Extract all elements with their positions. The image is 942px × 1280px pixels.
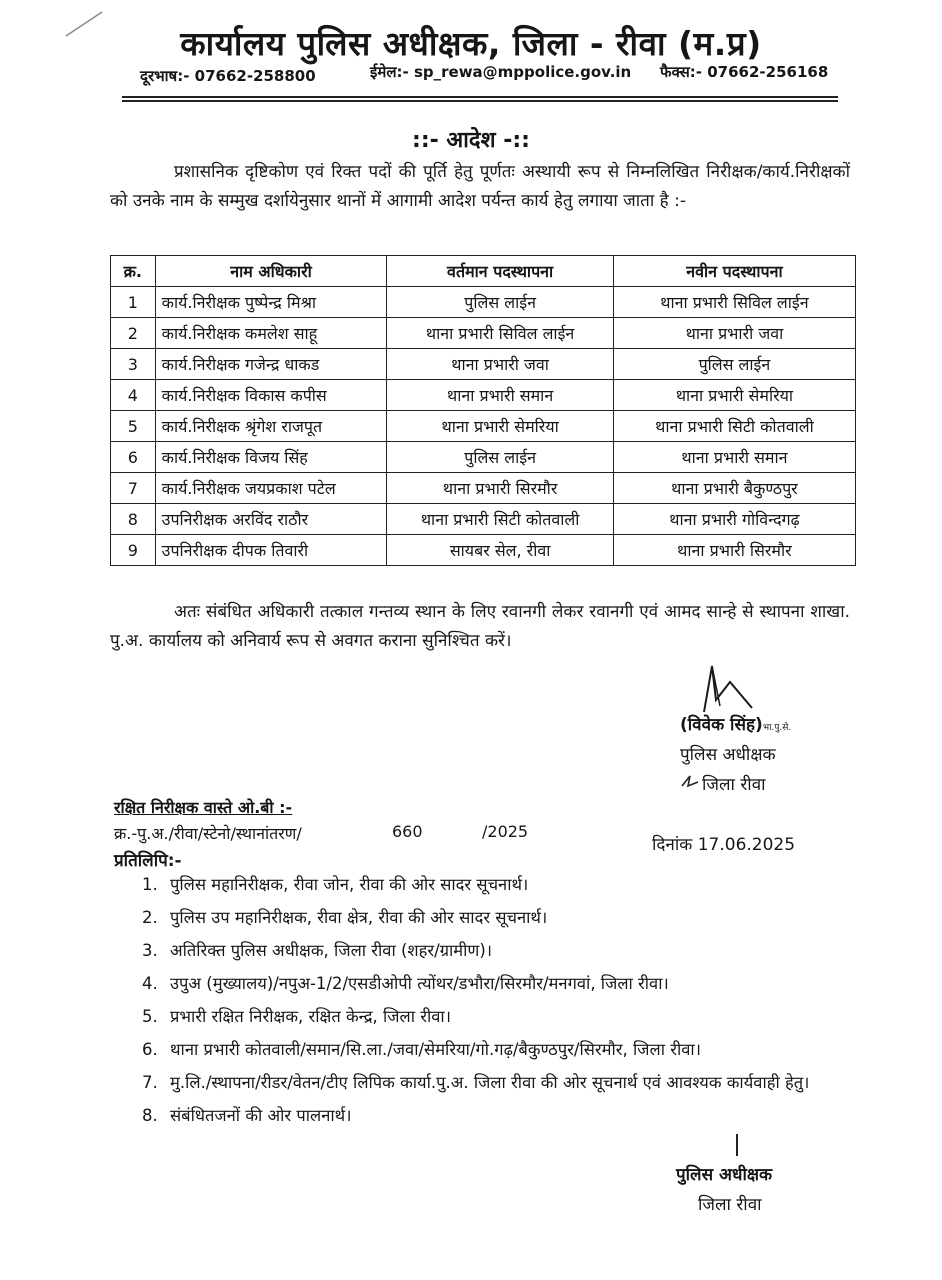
table-row [111, 380, 856, 411]
fax-number: फैक्स:- 07662-256168 [660, 63, 829, 81]
signatory-service: भा.पु.से. [762, 723, 792, 733]
item-number: 3. [142, 941, 158, 960]
final-signatory-district: जिला रीवा [698, 1195, 762, 1215]
order-title: ::- आदेश -:: [412, 128, 530, 153]
row-serial: 4 [111, 380, 156, 411]
list-item [142, 938, 850, 963]
item-number: 5. [142, 1007, 158, 1026]
row-new-posting: थाना प्रभारी सिविल लाईन [613, 287, 855, 318]
row-current-posting: थाना प्रभारी सिटी कोतवाली [387, 504, 614, 535]
row-serial: 7 [111, 473, 156, 504]
list-item [142, 971, 850, 996]
row-current-posting: पुलिस लाईन [387, 287, 614, 318]
table-row [111, 473, 856, 504]
row-officer-name: कार्य.निरीक्षक श्रृंगेश राजपूत [155, 411, 387, 442]
row-new-posting: थाना प्रभारी जवा [613, 318, 855, 349]
row-serial: 5 [111, 411, 156, 442]
table-row [111, 349, 856, 380]
row-new-posting: थाना प्रभारी सेमरिया [613, 380, 855, 411]
row-officer-name: उपनिरीक्षक दीपक तिवारी [155, 535, 387, 566]
list-item [142, 1070, 850, 1095]
item-number: 7. [142, 1073, 158, 1092]
order-date: दिनांक 17.06.2025 [652, 835, 796, 855]
initial-scribble-mark [680, 772, 702, 795]
row-new-posting: थाना प्रभारी गोविन्दगढ़ [613, 504, 855, 535]
row-current-posting: पुलिस लाईन [387, 442, 614, 473]
row-officer-name: उपनिरीक्षक अरविंद राठौर [155, 504, 387, 535]
email-address: ईमेल:- sp_rewa@mppolice.gov.in [370, 63, 632, 81]
row-new-posting: थाना प्रभारी बैकुण्ठपुर [613, 473, 855, 504]
row-new-posting: थाना प्रभारी सिटी कोतवाली [613, 411, 855, 442]
header-current-posting: वर्तमान पदस्थापना [387, 256, 614, 287]
row-serial: 6 [111, 442, 156, 473]
row-officer-name: कार्य.निरीक्षक गजेन्द्र धाकड [155, 349, 387, 380]
list-item [142, 1004, 850, 1029]
closing-text: अतः संबंधित अधिकारी तत्काल गन्तव्य स्थान के लिए रवानगी लेकर रवानगी एवं आमद सान्हे से स्थापना शाखा. पु.अ. कार्यालय को अनिवार्य रूप से अवगत कराना सुनिश्चित करें। [110, 602, 850, 651]
order-intro-paragraph [110, 158, 850, 216]
row-new-posting: थाना प्रभारी सिरमौर [613, 535, 855, 566]
row-officer-name: कार्य.निरीक्षक पुष्पेन्द्र मिश्रा [155, 287, 387, 318]
row-serial: 9 [111, 535, 156, 566]
reference-year: /2025 [482, 822, 529, 841]
row-current-posting: थाना प्रभारी सिविल लाईन [387, 318, 614, 349]
copy-to-label: प्रतिलिपि:- [114, 851, 182, 871]
row-new-posting: पुलिस लाईन [613, 349, 855, 380]
signatory-name-text: (विवेक सिंह) [680, 715, 763, 735]
item-text: पुलिस महानिरीक्षक, रीवा जोन, रीवा की ओर सादर सूचनार्थ। [170, 875, 529, 894]
row-serial: 1 [111, 287, 156, 318]
row-serial: 2 [111, 318, 156, 349]
row-serial: 8 [111, 504, 156, 535]
row-officer-name: कार्य.निरीक्षक विकास कपीस [155, 380, 387, 411]
signatory-name [680, 712, 791, 735]
reference-number: 660 [392, 822, 423, 841]
table-row [111, 504, 856, 535]
item-text: थाना प्रभारी कोतवाली/समान/सि.ला./जवा/सेमरिया/गो.गढ़/बैकुण्ठपुर/सिरमौर, जिला रीवा। [170, 1040, 701, 1059]
item-number: 2. [142, 908, 158, 927]
row-officer-name: कार्य.निरीक्षक विजय सिंह [155, 442, 387, 473]
table-row [111, 318, 856, 349]
final-signatory-designation: पुलिस अधीक्षक [676, 1165, 773, 1185]
list-item [142, 905, 850, 930]
item-text: अतिरिक्त पुलिस अधीक्षक, जिला रीवा (शहर/ग्रामीण)। [170, 941, 493, 960]
item-number: 6. [142, 1040, 158, 1059]
signature-mark [690, 660, 760, 715]
copy-recipients-list [142, 872, 850, 1136]
list-item [142, 872, 850, 897]
row-serial: 3 [111, 349, 156, 380]
closing-paragraph [110, 598, 850, 656]
row-new-posting: थाना प्रभारी समान [613, 442, 855, 473]
header-divider-second [122, 100, 838, 102]
reference-prefix: क्र.-पु.अ./रीवा/स्टेनो/स्थानांतरण/ [114, 824, 302, 843]
row-current-posting: थाना प्रभारी समान [387, 380, 614, 411]
posting-table [110, 255, 856, 566]
item-text: संबंधितजनों की ओर पालनार्थ। [170, 1106, 352, 1125]
item-number: 1. [142, 875, 158, 894]
item-number: 4. [142, 974, 158, 993]
table-row [111, 535, 856, 566]
table-row [111, 287, 856, 318]
header-officer-name: नाम अधिकारी [155, 256, 387, 287]
row-current-posting: थाना प्रभारी सिरमौर [387, 473, 614, 504]
item-text: पुलिस उप महानिरीक्षक, रीवा क्षेत्र, रीवा की ओर सादर सूचनार्थ। [170, 908, 548, 927]
item-text: उपुअ (मुख्यालय)/नपुअ-1/2/एसडीओपी त्योंथर/डभौरा/सिरमौर/मनगवां, जिला रीवा। [170, 974, 669, 993]
list-item [142, 1103, 850, 1128]
header-serial: क्र. [111, 256, 156, 287]
row-officer-name: कार्य.निरीक्षक कमलेश साहू [155, 318, 387, 349]
office-title: कार्यालय पुलिस अधीक्षक, जिला - रीवा (म.प्र) [180, 24, 762, 63]
row-current-posting: थाना प्रभारी जवा [387, 349, 614, 380]
order-intro-text: प्रशासनिक दृष्टिकोण एवं रिक्त पदों की पूर्ति हेतु पूर्णतः अस्थायी रूप से निम्नलिखित निरीक्षक/कार्य.निरीक्षकों को उनके नाम के सम्मुख दर्शायेनुसार थानों में आगामी आदेश पर्यन्त कार्य हेतु लगाया जाता है :- [110, 162, 850, 211]
phone-number: दूरभाष:- 07662-258800 [140, 67, 316, 85]
list-item [142, 1037, 850, 1062]
table-header-row [111, 256, 856, 287]
table-row [111, 442, 856, 473]
row-officer-name: कार्य.निरीक्षक जयप्रकाश पटेल [155, 473, 387, 504]
header-divider [122, 96, 838, 98]
table-row [111, 411, 856, 442]
signatory-district-line [680, 772, 766, 795]
final-signature-mark [736, 1134, 738, 1156]
row-current-posting: सायबर सेल, रीवा [387, 535, 614, 566]
signatory-designation: पुलिस अधीक्षक [680, 745, 776, 765]
copy-heading: रक्षित निरीक्षक वास्ते ओ.बी :- [114, 798, 293, 817]
item-text: प्रभारी रक्षित निरीक्षक, रक्षित केन्द्र, जिला रीवा। [170, 1007, 451, 1026]
item-number: 8. [142, 1106, 158, 1125]
item-text: मु.लि./स्थापना/रीडर/वेतन/टीए लिपिक कार्या.पु.अ. जिला रीवा की ओर सूचनार्थ एवं आवश्यक कार्यवाही हेतु। [170, 1073, 810, 1092]
signatory-district: जिला रीवा [702, 775, 766, 795]
header-new-posting: नवीन पदस्थापना [613, 256, 855, 287]
row-current-posting: थाना प्रभारी सेमरिया [387, 411, 614, 442]
